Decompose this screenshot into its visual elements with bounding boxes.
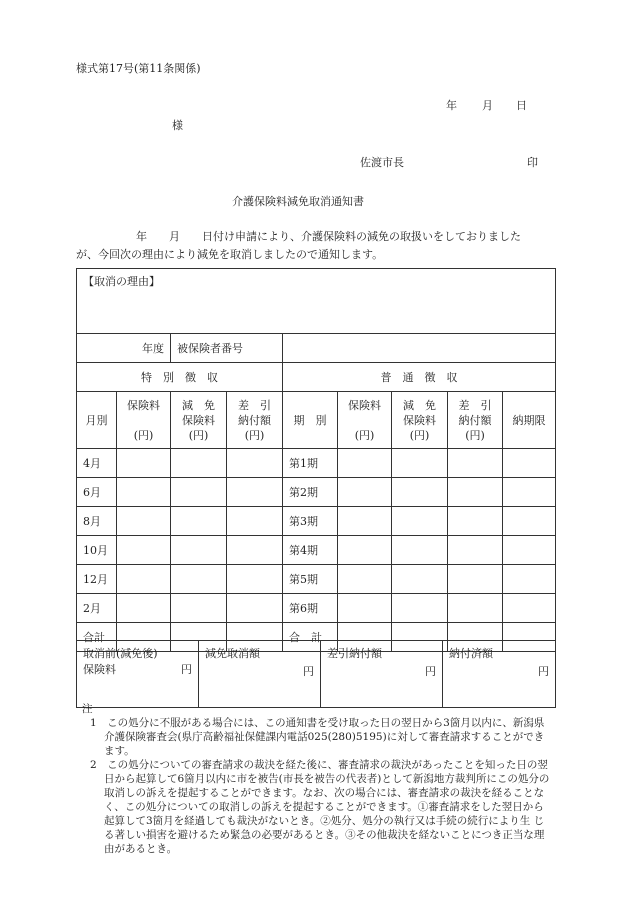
month-cell: 2月	[77, 594, 117, 623]
period-cell: 第5期	[283, 565, 338, 594]
date-year: 年	[446, 99, 457, 112]
special-collection-header: 特 別 徴 収	[77, 363, 283, 392]
table-row	[77, 449, 556, 478]
table-row	[77, 507, 556, 536]
date-day: 日	[516, 99, 527, 112]
ordinary-collection-header: 普 通 徴 収	[283, 363, 556, 392]
ordinary-diff-header: 差 引 納付額 (円)	[448, 392, 503, 449]
insured-number-value	[283, 334, 556, 363]
month-cell: 4月	[77, 449, 117, 478]
period-cell: 第3期	[283, 507, 338, 536]
paid-amount-cell: 納付済額 円	[443, 641, 556, 708]
before-premium-cell: 取消前(減免後) 保険料 円	[77, 641, 199, 708]
period-cell: 第4期	[283, 536, 338, 565]
special-premium-header: 保険料 (円)	[117, 392, 171, 449]
period-col-header: 期 別	[283, 392, 338, 449]
diff-payment-cell: 差引納付額 円	[321, 641, 443, 708]
total-left-label: 合計	[77, 623, 117, 652]
deadline-col-header: 納期限	[503, 392, 556, 449]
form-number: 様式第17号(第11条関係)	[76, 62, 201, 75]
special-reduction-header: 減 免 保険料 (円)	[171, 392, 227, 449]
ordinary-premium-header: 保険料 (円)	[338, 392, 392, 449]
table-row	[77, 478, 556, 507]
period-cell: 第1期	[283, 449, 338, 478]
total-right-label: 合 計	[283, 623, 338, 652]
issuer: 佐渡市長	[360, 156, 404, 169]
table-row	[77, 536, 556, 565]
cancel-amount-cell: 減免取消額 円	[199, 641, 321, 708]
reduction-table	[76, 268, 556, 652]
table-row	[77, 565, 556, 594]
ordinary-reduction-header: 減 免 保険料 (円)	[392, 392, 448, 449]
month-cell: 12月	[77, 565, 117, 594]
body-line-1: 年 月 日付け申請により、介護保険料の減免の取扱いをしておりました	[136, 230, 521, 243]
month-cell: 8月	[77, 507, 117, 536]
reason-label: 【取消の理由】	[83, 275, 160, 288]
insured-number-label: 被保険者番号	[171, 334, 283, 363]
seal: 印	[527, 156, 538, 169]
year-cell: 年度	[77, 334, 171, 363]
month-cell: 6月	[77, 478, 117, 507]
special-diff-header: 差 引 納付額 (円)	[227, 392, 283, 449]
notes-heading: 注	[82, 703, 93, 715]
period-cell: 第2期	[283, 478, 338, 507]
reason-cell	[77, 269, 556, 334]
note-1: 1 この処分に不服がある場合には、この通知書を受け取った日の翌日から3箇月以内に、新潟県介護保険審査会(県庁高齢福祉保健課内電話025(280)5195)に対して審査請求することができます。	[90, 717, 545, 757]
period-cell: 第6期	[283, 594, 338, 623]
date-month: 月	[482, 99, 493, 112]
month-cell: 10月	[77, 536, 117, 565]
document-title: 介護保険料減免取消通知書	[232, 195, 364, 208]
body-line-2: が、今回次の理由により減免を取消しましたので通知します。	[76, 248, 384, 261]
summary-table	[76, 640, 556, 708]
notes-section	[82, 702, 554, 856]
note-2: 2 この処分についての審査請求の裁決を経た後に、審査請求の裁決があったことを知った日の翌日から起算して6箇月以内に市を被告(市長を被告の代表者)として新潟地方裁判所にこの処分の取消しの訴えを提起することができます。なお、次の場合には、審査請求の裁決を経ることなく、この処分についての取消しの訴えを提起することができます。①審査請求をした翌日から起算して3箇月を経過しても裁決がないとき。②処分、処分の執行又は手続の続行により生 じる著しい損害を避けるため緊急の必要があるとき。③その他裁決を経ないことにつき正当な理由があるとき。	[90, 759, 550, 855]
table-row	[77, 594, 556, 623]
month-col-header: 月別	[77, 392, 117, 449]
addressee-suffix: 様	[172, 119, 183, 132]
